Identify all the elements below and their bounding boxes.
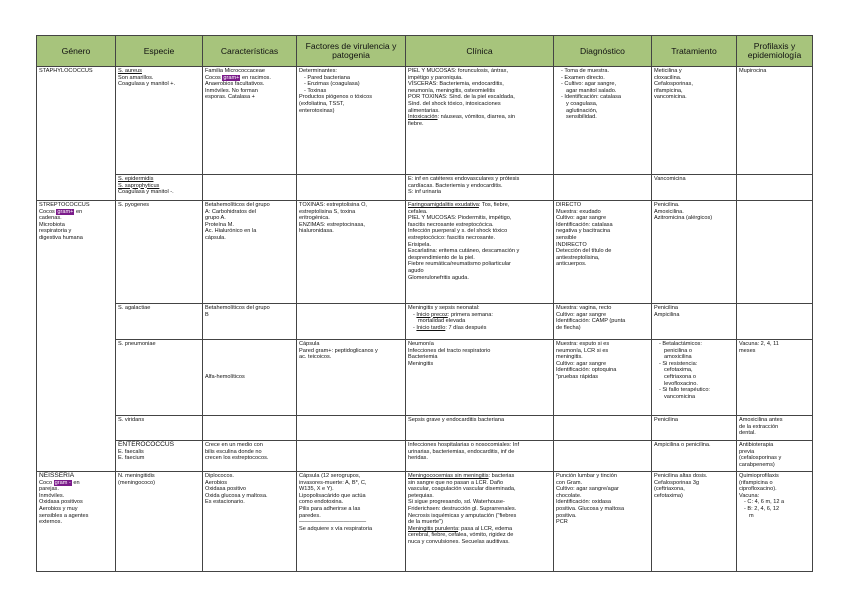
genus-streptococcus-cell: STREPTOCOCCUS Cocos gram+ en cadenas. Microbiota respiratoria y digestiva humana (37, 201, 116, 472)
species-name: S. aureus (118, 68, 142, 74)
row-cons (37, 175, 813, 201)
clinical-cell: E: inf en catéteres endovasculares y prótesis cardíacas. Bacteriemia y endocarditis. S: inf urinaria (406, 175, 554, 201)
genus-staphylococcus-cell (37, 67, 116, 201)
header-profilaxis: Profilaxis y epidemiología (737, 36, 813, 67)
genus-name: NEISSERIA (39, 472, 75, 479)
clinical-cell: Sepsis grave y endocarditis bacteriana (406, 416, 554, 441)
diagnosis-cell: Punción lumbar y tinción con Gram. Cultivo: agar sangre/agar chocolate. Identificación: oxidasa positiva. Glucosa y maltosa positiva. PCR (554, 472, 652, 572)
treatment-cell: Vancomicina (652, 175, 737, 201)
header-factores: Factores de virulencia y patogenia (297, 36, 406, 67)
gram-highlight: gram+ (223, 74, 240, 81)
characteristics-cell: Diplococos. Aerobios Oxidasa positivo Oxida glucosa y maltosa. Es estacionario. (203, 472, 297, 572)
treatment-cell: Penicilina altas dosis. Cefalosporinas 3g (ceftriaxona, cefotaxima) (652, 472, 737, 572)
species-cell: S. pyogenes (116, 201, 203, 304)
characteristics-cell: Familia Micrococcaceae Cocos gram+ en racimos. Anaerobios facultativos. Inmóviles. No forman esporas. Catalasa + (203, 67, 297, 175)
prophylaxis-cell: Quimioprofilaxis (rifampicina o ciprofloxacino). Vacuna: - C: 4, 6 m, 12 a - B: 2, 4, 6, 12 m (737, 472, 813, 572)
row-s-pyogenes (37, 201, 813, 304)
virulence-cell: Determinantes: - Pared bacteriana - Enzimas (coagulasa) - Toxinas Productos piógenos o tóxicos (exfoliatina, TSST, enterotoxinas) (297, 67, 406, 175)
row-n-meningitidis (37, 472, 813, 572)
header-diagnostico: Diagnóstico (554, 36, 652, 67)
characteristics-cell: Betahemolíticos del grupo A: Carbohidratos del grupo A. Proteína M. Ac. Hialurónico en la cápsula. (203, 201, 297, 304)
header-clinica: Clínica (406, 36, 554, 67)
treatment-cell: Penicilina. Amoxicilina. Azitromicina (alérgicos) (652, 201, 737, 304)
characteristics-cell: Alfa-hemolíticos (203, 340, 297, 416)
prophylaxis-cell: Amoxicilina antes de la extracción dental. (737, 416, 813, 441)
row-s-aureus (37, 67, 813, 175)
species-cell: ENTEROCOCCUS E. faecalis E. faecium (116, 441, 203, 472)
genus-name: STREPTOCOCCUS (39, 202, 90, 208)
treatment-cell: Meticilina y cloxacilina. Cefalosporinas, rifampicina, vancomicina. (652, 67, 737, 175)
species-cell: S. pneumoniae (116, 340, 203, 416)
virulence-cell: Cápsula (12 serogrupos, invasores-muerte: A, B*, C, W135, X e Y). Lipopolisacárido que actúa como endotoxina. Pilis para adherirse a las paredes. ———————————— Se adquiere x vía respiratoria (297, 472, 406, 572)
characteristics-cell: Crece en un medio con bilis esculina donde no crecen los estreptococos. (203, 441, 297, 472)
species-cell: N. meningitidis (meningococo) (116, 472, 203, 572)
row-s-pneumoniae (37, 340, 813, 416)
prophylaxis-cell: Antibioterapia previa (cefalosporinas y carabpenems) (737, 441, 813, 472)
virulence-cell: TOXINAS: estreptolisina O, estreptolisina S, toxina eritrogénica. ENZIMAS: estreptocinasa, hialuronidasa. (297, 201, 406, 304)
diagnosis-cell: DIRECTO Muestra: exudado Cultivo: agar sangre Identificación: catalasa negativa y bacitracina sensible INDIRECTO Detección del título de antiestreptolisina, anticuerpos. (554, 201, 652, 304)
treatment-cell: Penicilina Ampicilina (652, 304, 737, 340)
diagnosis-cell: Muestra: vagina, recto Cultivo: agar sangre Identificación: CAMP (punta de flecha) (554, 304, 652, 340)
header-especie: Especie (116, 36, 203, 67)
species-cell: S. epidermidis S. saprophyticus Coagulasa y manitol -. (116, 175, 203, 201)
clinical-cell: Infecciones hospitalarias o nosocomiales: Inf urinarias, bacteriemias, endocarditis, inf de heridas. (406, 441, 554, 472)
header-tratamiento: Tratamiento (652, 36, 737, 67)
species-cell: S. agalactiae (116, 304, 203, 340)
header-row (37, 36, 813, 67)
clinical-cell: Meningitis y sepsis neonatal: - Inicio precoz: primera semana: mortalidad elevada - Inicio tardío: 7 días después (406, 304, 554, 340)
clinical-cell: PIEL Y MUCOSAS: forunculosis, ántrax, impétigo y paroniquia. VÍSCERAS: Bacteriemia, endocarditis, neumonía, meningitis, osteomielitis POR TOXINAS: Sínd. de la piel escaldada, Sínd. del shock tóxico, intoxicaciones alimentarias. Intoxicación: náuseas, vómitos, diarrea, sin fiebre. (406, 67, 554, 175)
diagnosis-cell: Muestra: esputo si es neumonía, LCR si es meningitis. Cultivo: agar sangre Identificación: optoquina "pruebas rápidas (554, 340, 652, 416)
treatment-cell: Penicilina (652, 416, 737, 441)
clinical-cell: Neumonía Infecciones del tracto respiratorio Bacteriemia Meningitis (406, 340, 554, 416)
clinical-cell: Meningococemias sin meningitis: bacterias sin sangre que no pasan a LCR. Daño vascular, coagulación vascular diseminada, petequias. Si sigue progresando, sd. Waterhouse- Friderichsen: destrucción gl. Suprarrenales. Necrosis isquémicas y amputación ("fiebres de la muerte") Meningitis purulenta: pasa al LCR, edema cerebral, fiebre, cefalea, vómito, rigidez de nuca y convulsiones. Secuelas auditivas. (406, 472, 554, 572)
treatment-cell: Ampicilina o penicilina. (652, 441, 737, 472)
header-genero: Género (37, 36, 116, 67)
genus-neisseria-cell: NEISSERIA Coco gram - en parejas. Inmóviles. Oxidasa positivos Aerobios y muy sensibles a agentes externos. (37, 472, 116, 572)
row-enterococcus (37, 441, 813, 472)
virulence-cell: Cápsula Pared gram+: peptidoglicanos y ac. teicoicos. (297, 340, 406, 416)
prophylaxis-cell: Mupirocina (737, 67, 813, 175)
clinical-cell: Faringoamigdalitis exudativa: Tos, fiebre, cefalea. PIEL Y MUCOSAS: Piodermitis, impétigo, fascitis necrosante estreptocócica. Infección puerperal y s. del shock tóxico estreptocócico: fascitis necrosante. Erisipela. Escarlatina: eritema cutáneo, descamación y desprendimiento de la piel. Fiebre reumática/reumatismo poliarticular agudo Glomerulonefritis aguda. (406, 201, 554, 304)
species-cell: S. aureus Son amarillos. Coagulasa y manitol +. (116, 67, 203, 175)
header-caracteristicas: Características (203, 36, 297, 67)
genus-name: STAPHYLOCOCCUS (39, 68, 93, 74)
microbiology-table-sheet (36, 35, 812, 572)
characteristics-cell: Betahemolíticos del grupo B (203, 304, 297, 340)
treatment-cell: - Betalactámicos: penicilina o amoxicilina - Si resistencia: cefotaxima, ceftriaxona o levofloxacino. - Si fallo terapéutico: vancomicina (652, 340, 737, 416)
prophylaxis-cell: Vacuna: 2, 4, 11 meses (737, 340, 813, 416)
row-s-viridans (37, 416, 813, 441)
species-cell: S. viridans (116, 416, 203, 441)
diagnosis-cell: - Toma de muestra. - Examen directo. - Cultivo: agar sangre, agar manitol salado. - Identificación: catalasa y coagulasa, aglutinación, sensibilidad. (554, 67, 652, 175)
gram-highlight: gram - (54, 479, 71, 486)
row-s-agalactiae (37, 304, 813, 340)
gram-highlight: gram+ (57, 208, 74, 215)
bacteria-table (36, 35, 813, 572)
